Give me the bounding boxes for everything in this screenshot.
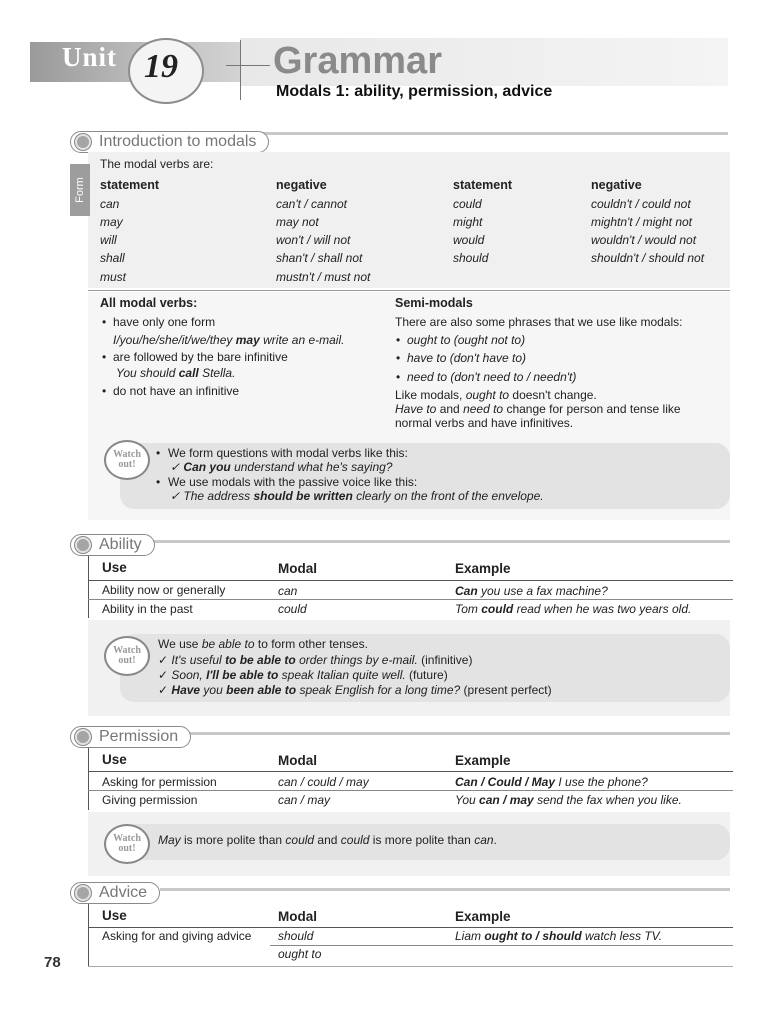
semi-modal-item: ought to (ought not to): [407, 333, 526, 347]
example-emphasis: Have: [171, 683, 201, 697]
modal-negative: mightn't / might not: [591, 215, 693, 229]
text-part: .: [493, 833, 497, 847]
col-header-statement-1: statement: [100, 178, 160, 192]
bullet-icon: •: [156, 475, 161, 489]
bullet-icon: •: [396, 333, 401, 347]
modal-negative: may not: [276, 215, 319, 229]
example-part: send the fax when you like.: [533, 793, 682, 807]
watch-out-text: [158, 833, 497, 848]
rule-example: [116, 366, 235, 381]
example-part: order things by e-mail.: [295, 653, 418, 667]
badge-line: out!: [118, 459, 136, 470]
table-left-border: [88, 748, 89, 810]
example-part: speak English for a long time?: [296, 683, 461, 697]
example-emphasis: can / may: [479, 793, 534, 807]
table-row-rule: [88, 599, 733, 600]
example-part: watch less TV.: [581, 929, 663, 943]
watch-out-badge: [104, 636, 150, 676]
example-part: You should: [116, 366, 179, 380]
table-header-rule: [88, 927, 733, 928]
page-subtitle: Modals 1: ability, permission, advice: [276, 83, 553, 100]
bullet-icon: •: [102, 384, 107, 398]
section-bullet-icon: [75, 729, 91, 745]
header-tick: [226, 65, 270, 66]
text-part: is more polite than: [369, 833, 475, 847]
semi-modal-item: need to (don't need to / needn't): [407, 370, 577, 384]
table-header-example: Example: [455, 753, 511, 768]
bullet-icon: •: [396, 351, 401, 365]
modal-negative: couldn't / could not: [591, 197, 691, 211]
example-part: I use the phone?: [555, 775, 648, 789]
table-cell-example: [455, 602, 691, 617]
table-header-modal: Modal: [278, 753, 317, 768]
modal-negative: won't / will not: [276, 233, 351, 247]
table-header-rule: [88, 771, 733, 772]
badge-line: Watch: [113, 449, 141, 460]
table-cell-example: [455, 775, 648, 790]
table-left-border: [88, 904, 89, 966]
semi-modal-note: normal verbs and have infinitives.: [395, 416, 574, 430]
example-emphasis: Can / Could / May: [455, 775, 556, 789]
table-header-use: Use: [102, 752, 127, 767]
watch-out-example: [158, 683, 552, 698]
text-emphasis: May: [158, 833, 181, 847]
watch-out-text: We use modals with the passive voice like this:: [168, 475, 418, 489]
modal-statement: shall: [100, 251, 125, 265]
watch-out-text: [158, 637, 368, 652]
watch-out-text: We form questions with modal verbs like this:: [168, 446, 408, 460]
note-part: change for person and tense like: [503, 402, 681, 416]
example-part: understand what he's saying?: [230, 460, 393, 474]
bullet-icon: •: [156, 446, 161, 460]
table-header-example: Example: [455, 561, 511, 576]
watch-out-badge: [104, 440, 150, 480]
example-part: clearly on the front of the envelope.: [352, 489, 544, 503]
table-header-modal: Modal: [278, 909, 317, 924]
text-emphasis: could: [340, 833, 370, 847]
rule-text: do not have an infinitive: [113, 384, 240, 398]
table-row-rule: [270, 945, 733, 946]
text-emphasis: can: [474, 833, 494, 847]
example-tag: (infinitive): [417, 653, 473, 667]
example-emphasis: Can: [455, 584, 478, 598]
text-part: We use: [158, 637, 202, 651]
badge-line: Watch: [113, 645, 141, 656]
watch-out-example: [158, 668, 448, 683]
example-emphasis: ought to / should: [484, 929, 582, 943]
check-icon: ✓: [170, 489, 181, 503]
semi-modal-item: have to (don't have to): [407, 351, 527, 365]
section-rule: [190, 732, 730, 735]
example-tag: (present perfect): [460, 683, 552, 697]
modal-negative: mustn't / must not: [276, 270, 371, 284]
example-emphasis: been able to: [226, 683, 297, 697]
section-heading-permission: [70, 726, 191, 748]
table-cell-example: [455, 584, 608, 599]
section-heading-label: Ability: [99, 536, 142, 553]
table-header-use: Use: [102, 560, 127, 575]
example-part: You: [455, 793, 480, 807]
modal-negative: wouldn't / would not: [591, 233, 697, 247]
col-header-negative-2: negative: [591, 178, 642, 192]
table-cell-modal: can / may: [278, 793, 331, 807]
section-heading-label: Permission: [99, 728, 179, 745]
example-emphasis: could: [481, 602, 514, 616]
unit-number: 19: [144, 48, 178, 85]
page-title: Grammar: [273, 40, 442, 82]
table-cell-example: [455, 793, 682, 808]
badge-line: out!: [118, 843, 136, 854]
section-heading-label: Introduction to modals: [99, 133, 257, 150]
modal-statement: must: [100, 270, 127, 284]
all-modals-heading: All modal verbs:: [100, 296, 198, 310]
table-cell-example: [455, 929, 662, 944]
example-part: you: [200, 683, 227, 697]
table-header-use: Use: [102, 908, 127, 923]
semi-modal-note: [395, 388, 597, 403]
text-emphasis: could: [285, 833, 315, 847]
section-rule: [160, 888, 730, 891]
check-icon: ✓: [170, 460, 181, 474]
semi-modals-heading: Semi-modals: [395, 296, 473, 310]
example-emphasis: should be written: [253, 489, 353, 503]
note-emphasis: ought to: [465, 388, 510, 402]
note-part: doesn't change.: [509, 388, 597, 402]
table-cell-modal: can: [278, 584, 298, 598]
text-part: is more polite than: [180, 833, 286, 847]
rule-text: have only one form: [113, 315, 216, 329]
example-part: It's useful: [171, 653, 226, 667]
page-number: 78: [44, 954, 61, 971]
example-part: you use a fax machine?: [477, 584, 608, 598]
rule-example: [113, 333, 344, 348]
table-cell-modal: ought to: [278, 947, 322, 961]
header-divider: [240, 40, 241, 100]
text-part: to form other tenses.: [254, 637, 368, 651]
col-header-statement-2: statement: [453, 178, 513, 192]
modal-statement: might: [453, 215, 483, 229]
table-cell-use: Ability now or generally: [102, 583, 226, 597]
section-bullet-icon: [75, 134, 91, 150]
table-row-rule: [88, 790, 733, 791]
semi-modals-lead: There are also some phrases that we use like modals:: [395, 315, 683, 329]
bullet-icon: •: [102, 350, 107, 364]
note-emphasis: Have to: [395, 402, 437, 416]
badge-line: out!: [118, 655, 136, 666]
example-part: Stella.: [198, 366, 236, 380]
example-emphasis: to be able to: [225, 653, 296, 667]
table-left-border: [88, 556, 89, 618]
table-cell-use: Ability in the past: [102, 602, 193, 616]
watch-out-example: [158, 653, 472, 668]
table-header-rule: [88, 580, 733, 581]
section-bullet-icon: [75, 537, 91, 553]
table-cell-modal: should: [278, 929, 314, 943]
section-heading-ability: [70, 534, 155, 556]
badge-line: Watch: [113, 833, 141, 844]
example-emphasis: I'll be able to: [206, 668, 279, 682]
form-tab-label: Form: [74, 177, 87, 203]
note-emphasis: need to: [463, 402, 504, 416]
example-part: Liam: [455, 929, 485, 943]
check-icon: ✓: [158, 668, 169, 682]
table-cell-modal: can / could / may: [278, 775, 369, 789]
bullet-icon: •: [102, 315, 107, 329]
modal-statement: would: [453, 233, 485, 247]
text-emphasis: be able to: [201, 637, 255, 651]
semi-modal-note: [395, 402, 681, 417]
example-part: The address: [183, 489, 254, 503]
modal-statement: will: [100, 233, 117, 247]
example-tag: (future): [405, 668, 448, 682]
section-heading-intro: [70, 131, 269, 153]
bullet-icon: •: [396, 370, 401, 384]
table-cell-modal: could: [278, 602, 307, 616]
section-rule: [150, 540, 730, 543]
example-part: I/you/he/she/it/we/they: [113, 333, 236, 347]
text-part: and: [314, 833, 341, 847]
table-cell-use: Asking for and giving advice: [102, 929, 252, 943]
example-part: write an e-mail.: [259, 333, 345, 347]
modal-statement: may: [100, 215, 123, 229]
modal-negative: shan't / shall not: [276, 251, 363, 265]
watch-out-example: [170, 489, 544, 504]
form-tab: [70, 164, 90, 216]
modal-negative: can't / cannot: [276, 197, 348, 211]
intro-lead: The modal verbs are:: [100, 157, 214, 171]
col-header-negative-1: negative: [276, 178, 327, 192]
example-part: speak Italian quite well.: [278, 668, 406, 682]
section-rule: [240, 132, 728, 135]
watch-out-badge: [104, 824, 150, 864]
example-part: Soon,: [171, 668, 207, 682]
modal-statement: can: [100, 197, 120, 211]
section-heading-label: Advice: [99, 884, 148, 901]
example-emphasis: call: [178, 366, 199, 380]
check-icon: ✓: [158, 683, 169, 697]
note-part: Like modals,: [395, 388, 466, 402]
table-header-modal: Modal: [278, 561, 317, 576]
panel-divider: [88, 290, 730, 291]
example-emphasis: may: [235, 333, 260, 347]
modal-statement: should: [453, 251, 489, 265]
example-emphasis: Can you: [183, 460, 231, 474]
check-icon: ✓: [158, 653, 169, 667]
table-header-example: Example: [455, 909, 511, 924]
section-bullet-icon: [75, 885, 91, 901]
example-part: Tom: [455, 602, 482, 616]
section-heading-advice: [70, 882, 160, 904]
table-cell-use: Giving permission: [102, 793, 198, 807]
modal-negative: shouldn't / should not: [591, 251, 705, 265]
watch-out-example: [170, 460, 392, 475]
table-bottom-rule: [88, 966, 733, 967]
modal-statement: could: [453, 197, 482, 211]
unit-label: Unit: [62, 42, 118, 72]
note-part: and: [436, 402, 464, 416]
rule-text: are followed by the bare infinitive: [113, 350, 288, 364]
example-part: read when he was two years old.: [513, 602, 692, 616]
table-cell-use: Asking for permission: [102, 775, 217, 789]
